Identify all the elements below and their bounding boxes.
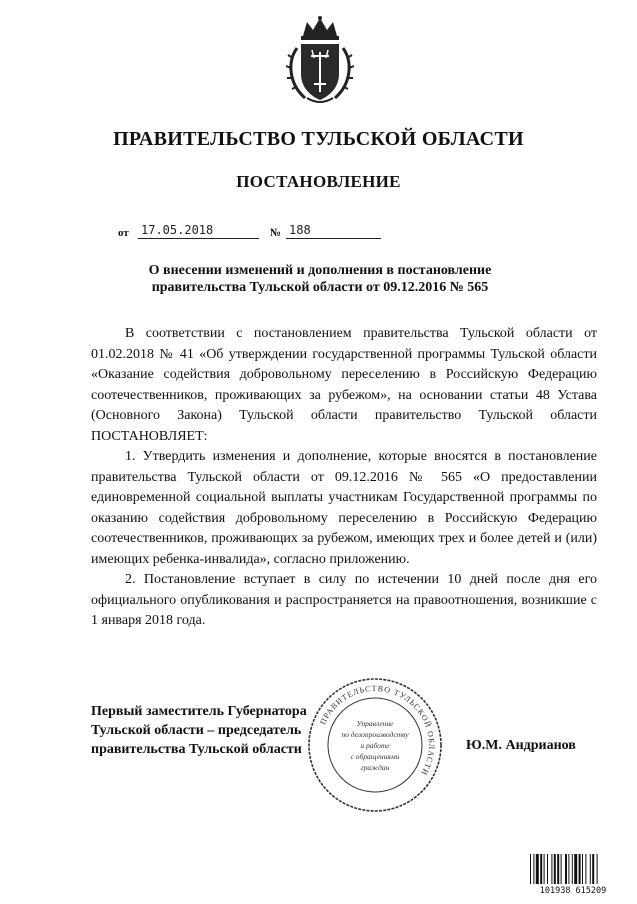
barcode-number: 101938 615209 xyxy=(539,886,607,896)
signatory-name: Ю.М. Андрианов xyxy=(466,738,576,753)
official-stamp xyxy=(306,676,444,814)
stamp-line-4: с обращениями xyxy=(350,752,400,761)
document-date: 17.05.2018 xyxy=(138,222,259,239)
document-subject: О внесении изменений и дополнения в постановление правительства Тульской области от 09.12.2016 № 565 xyxy=(148,263,492,295)
position-line-3: правительства Тульской области xyxy=(91,742,302,757)
position-line-2: Тульской области – председатель xyxy=(91,723,302,738)
date-label: от xyxy=(118,227,129,239)
stamp-line-3: и работе xyxy=(360,741,390,750)
document-type-title: ПОСТАНОВЛЕНИЕ xyxy=(236,172,401,191)
document-number: 188 xyxy=(286,222,381,239)
tula-coat-of-arms-icon xyxy=(283,14,357,106)
signatory-position xyxy=(91,702,331,759)
stamp-line-1: Управление xyxy=(356,719,394,728)
stamp-line-5: граждан xyxy=(360,763,390,772)
position-line-1: Первый заместитель Губернатора xyxy=(91,704,307,719)
barcode-bars-icon xyxy=(530,854,598,884)
stamp-line-2: по делопроизводству xyxy=(341,730,409,739)
organization-title: ПРАВИТЕЛЬСТВО ТУЛЬСКОЙ ОБЛАСТИ xyxy=(113,128,524,150)
item-1-paragraph: 1. Утвердить изменения и дополнение, которые вносятся в постановление правительства Тульской области от 09.12.2016 № 565 «О предоставлении единовременной социальной выплаты участникам Государственной программы по оказанию содействия добровольному переселению в Российскую Федерацию соотечественников, проживающих за рубежом, имеющих трех и более детей и (или) имеющих ребенка-инвалида», согласно приложению. xyxy=(91,449,597,567)
document-reference-line xyxy=(118,221,388,241)
stamp-outer-text: ПРАВИТЕЛЬСТВО ТУЛЬСКОЙ ОБЛАСТИ xyxy=(318,683,437,778)
barcode xyxy=(528,852,618,896)
item-2-paragraph: 2. Постановление вступает в силу по истечении 10 дней после дня его официального опубликования и распространяется на правоотношения, возникшие с 1 января 2018 года. xyxy=(91,572,597,628)
preamble-paragraph: В соответствии с постановлением правительства Тульской области от 01.02.2018 № 41 «Об утверждении государственной программы Тульской области «Оказание содействия добровольному переселению в Российскую Федерацию соотечественников, проживающих за рубежом», на основании статьи 48 Устава (Основного Закона) Тульской области правительство Тульской области ПОСТАНОВЛЯЕТ: xyxy=(91,326,597,444)
document-body xyxy=(91,324,597,632)
number-label: № xyxy=(270,227,282,239)
